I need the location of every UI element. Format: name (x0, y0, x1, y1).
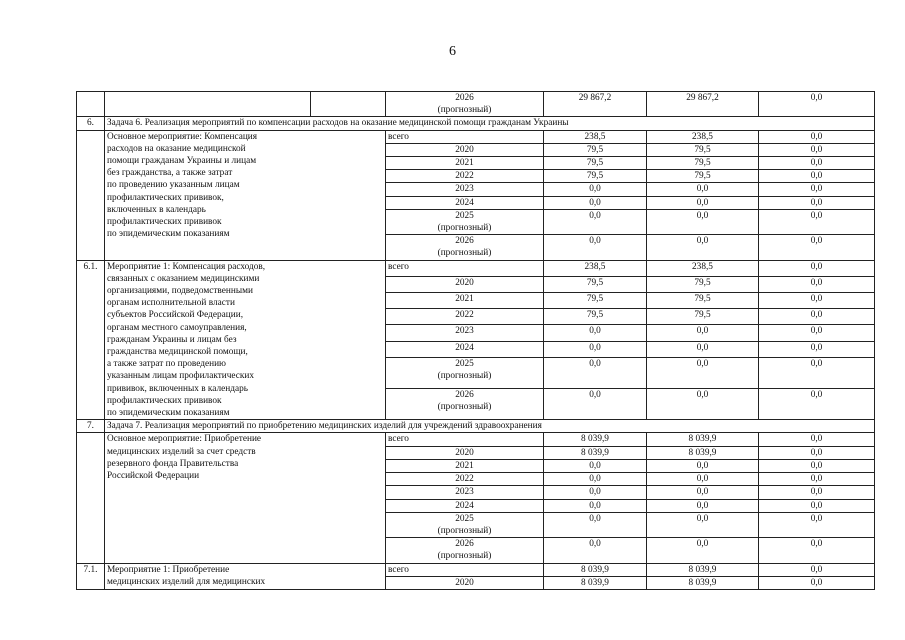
table-row (77, 433, 875, 446)
task-title: Задача 6. Реализация мероприятий по компенсации расходов на оказание медицинской помощи гражданам Украины (105, 117, 875, 130)
value-total: 0,0 (544, 459, 647, 472)
value-regional: 0,0 (759, 433, 875, 446)
year-cell (386, 357, 544, 388)
value-regional: 0,0 (759, 486, 875, 499)
year-cell: 2020 (386, 446, 544, 459)
table-row (77, 130, 875, 143)
value-total: 79,5 (544, 276, 647, 292)
year-cell: 2021 (386, 157, 544, 170)
value-regional: 0,0 (759, 143, 875, 156)
table-row (77, 563, 875, 576)
description-line: связанных с оказанием медицинскими (107, 273, 260, 284)
value-regional: 0,0 (759, 576, 875, 589)
value-total: 79,5 (544, 170, 647, 183)
budget-table (76, 91, 875, 590)
description-line: Мероприятие 1: Компенсация расходов, (107, 261, 266, 272)
year-label: 2026 (455, 93, 474, 103)
value-regional: 0,0 (759, 183, 875, 196)
description-line: Основное мероприятие: Компенсация (107, 131, 258, 142)
value-federal: 8 039,9 (647, 563, 759, 576)
value-total: 8 039,9 (544, 433, 647, 446)
blank-cell (311, 92, 386, 117)
year-cell: 2020 (386, 143, 544, 156)
description-line: субъектов Российской Федерации, (107, 310, 244, 321)
main-activity-description (105, 433, 386, 563)
value-total: 79,5 (544, 293, 647, 309)
value-total: 79,5 (544, 309, 647, 325)
prognosis-label: (прогнозный) (437, 371, 492, 382)
value-regional: 0,0 (759, 459, 875, 472)
description-line: указанным лицам профилактических (107, 371, 255, 382)
year-label: 2026 (455, 390, 474, 401)
value-total: 8 039,9 (544, 446, 647, 459)
task-number: 7. (77, 420, 105, 433)
year-cell: 2023 (386, 325, 544, 341)
value-regional: 0,0 (759, 389, 875, 420)
year-cell: 2020 (386, 576, 544, 589)
value-federal: 0,0 (647, 341, 759, 357)
year-cell: 2023 (386, 486, 544, 499)
value-federal: 79,5 (647, 157, 759, 170)
value-regional: 0,0 (759, 309, 875, 325)
year-cell: 2024 (386, 499, 544, 512)
description-line: Основное мероприятие: Приобретение (107, 434, 262, 445)
value-regional: 0,0 (759, 260, 875, 276)
year-label: 2026 (455, 539, 474, 550)
year-cell: всего (386, 130, 544, 143)
value-federal: 0,0 (647, 538, 759, 563)
page-number: 6 (449, 44, 456, 59)
year-cell (386, 92, 544, 117)
year-cell: всего (386, 433, 544, 446)
value-regional: 0,0 (759, 130, 875, 143)
value-total: 0,0 (544, 538, 647, 563)
value-regional: 0,0 (759, 293, 875, 309)
value-federal: 79,5 (647, 170, 759, 183)
value-regional: 0,0 (759, 196, 875, 209)
description-line: включенных в календарь (107, 204, 206, 215)
value-total: 0,0 (544, 341, 647, 357)
value-total: 0,0 (544, 183, 647, 196)
description-line: прививок, включенных в календарь (107, 383, 248, 394)
prognosis-label: (прогнозный) (437, 551, 492, 562)
value-regional: 0,0 (759, 446, 875, 459)
value-federal: 0,0 (647, 357, 759, 388)
value-total: 0,0 (544, 389, 647, 420)
value-total: 0,0 (544, 325, 647, 341)
value-total: 0,0 (544, 512, 647, 537)
row-number (77, 433, 105, 563)
year-cell: 2022 (386, 473, 544, 486)
table-row (77, 260, 875, 276)
year-cell: всего (386, 260, 544, 276)
value-regional: 0,0 (759, 276, 875, 292)
prognosis-label: (прогнозный) (437, 402, 492, 413)
value-total: 29 867,2 (544, 92, 647, 117)
description-line: Российской Федерации (107, 471, 200, 482)
row-number: 6.1. (77, 260, 105, 420)
prognosis-label: (прогнозный) (437, 105, 492, 116)
description-line: по проведению указанным лицам (107, 180, 240, 191)
year-label: 2025 (455, 210, 474, 221)
description-cell (105, 92, 311, 117)
value-regional: 0,0 (759, 473, 875, 486)
value-federal: 79,5 (647, 309, 759, 325)
value-federal: 8 039,9 (647, 446, 759, 459)
prognosis-label: (прогнозный) (437, 223, 492, 234)
value-federal: 0,0 (647, 486, 759, 499)
value-total: 79,5 (544, 157, 647, 170)
year-label: 2025 (455, 513, 474, 524)
prognosis-label: (прогнозный) (437, 525, 492, 536)
value-regional: 0,0 (759, 341, 875, 357)
year-cell: 2024 (386, 341, 544, 357)
task-number: 6. (77, 117, 105, 130)
year-label: 2025 (455, 358, 474, 369)
year-cell: 2021 (386, 293, 544, 309)
description-line: органам местного самоуправления, (107, 322, 247, 333)
year-cell (386, 209, 544, 234)
value-regional: 0,0 (759, 538, 875, 563)
task-title: Задача 7. Реализация мероприятий по приобретению медицинских изделий для учреждений здравоохранения (105, 420, 875, 433)
value-regional: 0,0 (759, 209, 875, 234)
description-line: по эпидемическим показаниям (107, 229, 230, 240)
value-federal: 79,5 (647, 143, 759, 156)
row-number: 7.1. (77, 563, 105, 589)
year-cell (386, 235, 544, 260)
description-line: гражданам Украины и лицам без (107, 334, 237, 345)
row-number (77, 92, 105, 117)
year-cell (386, 512, 544, 537)
year-cell: всего (386, 563, 544, 576)
description-line: помощи гражданам Украины и лицам (107, 156, 257, 167)
description-line: профилактических прививок (107, 217, 222, 228)
task-header-row (77, 420, 875, 433)
description-line: Мероприятие 1: Приобретение (107, 564, 230, 575)
description-line: расходов на оказание медицинской (107, 143, 246, 154)
year-cell (386, 538, 544, 563)
value-regional: 0,0 (759, 170, 875, 183)
value-total: 0,0 (544, 499, 647, 512)
description-line: без гражданства, а также затрат (107, 168, 233, 179)
value-federal: 0,0 (647, 209, 759, 234)
year-cell: 2020 (386, 276, 544, 292)
value-federal: 79,5 (647, 276, 759, 292)
value-federal: 8 039,9 (647, 576, 759, 589)
value-total: 0,0 (544, 473, 647, 486)
description-line: медицинских изделий за счет средств (107, 446, 256, 457)
value-federal: 238,5 (647, 130, 759, 143)
value-total: 0,0 (544, 235, 647, 260)
value-federal: 8 039,9 (647, 433, 759, 446)
value-regional: 0,0 (759, 563, 875, 576)
value-total: 238,5 (544, 130, 647, 143)
value-federal: 0,0 (647, 389, 759, 420)
year-cell: 2023 (386, 183, 544, 196)
value-federal: 0,0 (647, 499, 759, 512)
value-regional: 0,0 (759, 92, 875, 117)
value-total: 0,0 (544, 486, 647, 499)
description-line: а также затрат по проведению (107, 359, 226, 370)
value-total: 0,0 (544, 357, 647, 388)
value-regional: 0,0 (759, 512, 875, 537)
value-total: 0,0 (544, 196, 647, 209)
year-cell (386, 389, 544, 420)
description-line: медицинских изделий для медицинских (107, 576, 266, 587)
year-cell: 2022 (386, 309, 544, 325)
value-federal: 0,0 (647, 235, 759, 260)
value-federal: 0,0 (647, 325, 759, 341)
task-header-row (77, 117, 875, 130)
value-total: 8 039,9 (544, 563, 647, 576)
value-total: 238,5 (544, 260, 647, 276)
description-line: органам исполнительной власти (107, 298, 235, 309)
year-cell: 2022 (386, 170, 544, 183)
value-regional: 0,0 (759, 325, 875, 341)
description-line: организациями, подведомственными (107, 286, 253, 297)
value-regional: 0,0 (759, 499, 875, 512)
value-federal: 238,5 (647, 260, 759, 276)
description-line: профилактических прививок (107, 395, 222, 406)
value-federal: 0,0 (647, 183, 759, 196)
description-line: профилактических прививок, (107, 192, 224, 203)
year-cell: 2024 (386, 196, 544, 209)
value-federal: 79,5 (647, 293, 759, 309)
value-regional: 0,0 (759, 357, 875, 388)
value-federal: 0,0 (647, 459, 759, 472)
year-label: 2026 (455, 236, 474, 247)
value-regional: 0,0 (759, 157, 875, 170)
value-total: 0,0 (544, 209, 647, 234)
activity-description (105, 260, 386, 420)
table-row (77, 92, 875, 117)
description-line: по эпидемическим показаниям (107, 408, 230, 419)
value-regional: 0,0 (759, 235, 875, 260)
value-federal: 0,0 (647, 512, 759, 537)
value-federal: 0,0 (647, 196, 759, 209)
value-total: 79,5 (544, 143, 647, 156)
row-number (77, 130, 105, 260)
main-activity-description (105, 130, 386, 260)
description-line: резервного фонда Правительства (107, 458, 239, 469)
description-line: гражданства медицинской помощи, (107, 347, 248, 358)
prognosis-label: (прогнозный) (437, 248, 492, 259)
activity-description (105, 563, 386, 589)
year-cell: 2021 (386, 459, 544, 472)
value-federal: 29 867,2 (647, 92, 759, 117)
value-federal: 0,0 (647, 473, 759, 486)
value-total: 8 039,9 (544, 576, 647, 589)
